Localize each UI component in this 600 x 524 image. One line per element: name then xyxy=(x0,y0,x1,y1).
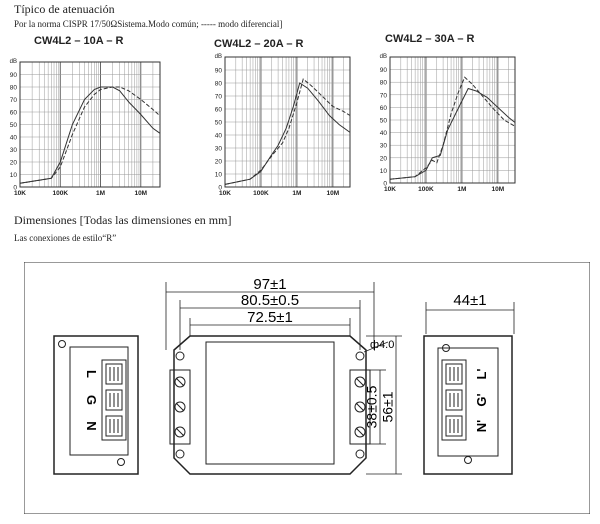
mount-hole xyxy=(59,341,66,348)
right-terminal-label-l: L' xyxy=(474,368,489,380)
left-terminal-block xyxy=(102,360,126,440)
y-tick-label: 50 xyxy=(9,122,17,129)
mount-hole xyxy=(176,450,184,458)
y-tick-label: 10 xyxy=(379,167,387,175)
x-tick-label: 10M xyxy=(326,190,340,197)
overall-width-label: 97±1 xyxy=(253,276,287,293)
y-tick-label: 50 xyxy=(379,117,387,125)
chart-2-title: CW4L2 – 20A – R xyxy=(214,38,304,50)
dimension-drawing xyxy=(24,262,590,514)
chart-1-title: CW4L2 – 10A – R xyxy=(34,35,124,47)
y-tick-label: 0 xyxy=(218,184,222,192)
left-terminal-label-l: L xyxy=(84,370,99,378)
y-tick-label: 0 xyxy=(383,180,387,188)
y-tick-label: 30 xyxy=(214,145,222,153)
y-tick-label: 20 xyxy=(214,158,222,166)
x-tick-label: 1M xyxy=(457,186,467,193)
y-axis-label: dB xyxy=(214,54,222,60)
left-terminal-label-n: N xyxy=(84,421,99,431)
attenuation-section-title: Típico de atenuación xyxy=(14,2,115,16)
y-tick-label: 60 xyxy=(9,109,17,117)
y-tick-label: 50 xyxy=(214,119,222,127)
filter-body-view xyxy=(170,336,370,474)
y-tick-label: 30 xyxy=(9,147,17,154)
y-tick-label: 20 xyxy=(9,159,17,167)
attenuation-section-note: Por la norma CISPR 17/50ΩSistema.Modo común; ----- modo diferencial] xyxy=(14,19,283,29)
inner-height-label: 38±0.5 xyxy=(363,385,380,429)
x-tick-label: 100K xyxy=(253,190,269,197)
outer-height-label: 56±1 xyxy=(379,391,396,423)
y-tick-label: 0 xyxy=(13,184,17,192)
y-axis-label: dB xyxy=(379,54,387,60)
y-tick-label: 30 xyxy=(379,142,387,150)
mount-hole xyxy=(465,457,472,464)
mount-hole-spacing-label: 80.5±0.5 xyxy=(240,292,300,309)
right-terminal-label-g: G' xyxy=(474,393,489,407)
dimensions-section-title: Dimensiones [Todas las dimensiones en mm] xyxy=(14,213,232,227)
y-tick-label: 40 xyxy=(214,132,222,140)
y-tick-label: 40 xyxy=(379,130,387,138)
dimensions-section-note: Las conexiones de estilo“R” xyxy=(14,233,117,243)
y-tick-label: 80 xyxy=(214,80,222,88)
x-tick-label: 10M xyxy=(491,186,505,193)
y-axis-label: dB xyxy=(9,59,17,65)
x-tick-label: 10K xyxy=(219,190,231,197)
right-terminal-block xyxy=(442,360,466,440)
body-left-terminals xyxy=(170,370,190,444)
y-tick-label: 90 xyxy=(9,72,17,79)
drawing-frame xyxy=(24,262,590,514)
x-tick-label: 10M xyxy=(134,190,148,197)
x-tick-label: 100K xyxy=(52,190,69,197)
right-end-view xyxy=(424,336,512,474)
y-tick-label: 40 xyxy=(9,134,17,142)
x-tick-label: 100K xyxy=(418,186,434,193)
y-tick-label: 60 xyxy=(214,106,222,114)
y-tick-label: 20 xyxy=(379,155,387,163)
x-tick-label: 1M xyxy=(292,190,302,197)
y-tick-label: 60 xyxy=(379,104,387,112)
x-tick-label: 10K xyxy=(14,190,26,197)
body-width-label: 72.5±1 xyxy=(247,309,293,326)
y-tick-label: 70 xyxy=(214,93,222,101)
depth-label: 44±1 xyxy=(453,292,487,309)
y-tick-label: 10 xyxy=(214,171,222,179)
mount-hole xyxy=(356,352,364,360)
y-tick-label: 70 xyxy=(9,97,17,104)
attenuation-chart-30a xyxy=(0,0,600,210)
mount-hole xyxy=(176,352,184,360)
y-tick-label: 80 xyxy=(9,84,17,92)
mount-hole xyxy=(118,459,125,466)
left-terminal-label-g: G xyxy=(84,394,99,406)
chart-3-title: CW4L2 – 30A – R xyxy=(385,33,475,45)
x-tick-label: 10K xyxy=(384,186,396,193)
mount-hole xyxy=(356,450,364,458)
y-tick-label: 90 xyxy=(379,67,387,75)
right-terminal-label-n: N' xyxy=(474,419,489,433)
x-tick-label: 1M xyxy=(96,190,106,197)
hole-diameter-label: ф4.0 xyxy=(370,339,395,351)
y-tick-label: 80 xyxy=(379,79,387,87)
y-tick-label: 70 xyxy=(379,92,387,100)
y-tick-label: 90 xyxy=(214,67,222,75)
y-tick-label: 10 xyxy=(9,172,17,179)
